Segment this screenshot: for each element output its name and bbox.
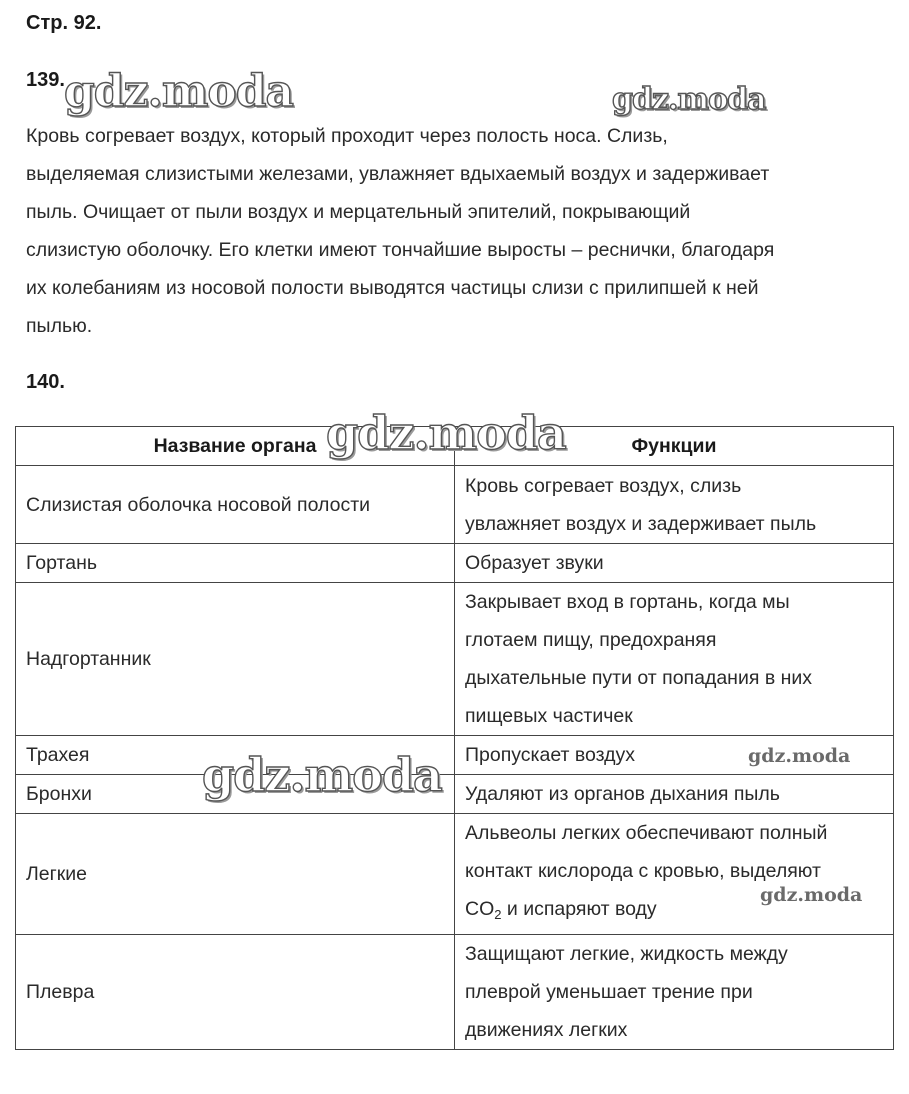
answer-line: пылью. xyxy=(26,315,93,337)
function-cell xyxy=(455,935,894,1050)
organs-table xyxy=(15,426,894,1050)
answer-line: Кровь согревает воздух, который проходит через полость носа. Слизь, xyxy=(26,125,668,147)
function-line: увлажняет воздух и задерживает пыль xyxy=(465,512,817,535)
co2-subscript: 2 xyxy=(494,907,502,922)
function-cell xyxy=(455,544,894,583)
task-number-140: 140. xyxy=(26,371,65,393)
co2-suffix: и испаряют воду xyxy=(501,898,657,920)
function-line: Защищают легкие, жидкость между xyxy=(465,943,788,965)
function-cell xyxy=(455,775,894,814)
function-cell xyxy=(455,583,894,736)
function-line: Закрывает вход в гортань, когда мы xyxy=(465,591,790,613)
organ-cell: Плевра xyxy=(16,935,455,1050)
function-line: плеврой уменьшает трение при xyxy=(465,981,753,1003)
function-line-co2 xyxy=(465,890,883,934)
watermark: gdz.moda xyxy=(326,406,566,460)
organ-cell: Бронхи xyxy=(16,775,455,814)
header-organ: Название органа xyxy=(16,427,455,466)
table-row xyxy=(16,466,894,544)
watermark: gdz.moda xyxy=(202,748,442,802)
task-number-139: 139. xyxy=(26,69,65,91)
answer-139-text xyxy=(26,117,886,345)
table-row xyxy=(16,736,894,775)
function-line: Пропускает воздух xyxy=(465,744,636,766)
function-line: пищевых частичек xyxy=(465,705,633,727)
organ-cell: Надгортанник xyxy=(16,583,455,736)
organ-cell: Гортань xyxy=(16,544,455,583)
function-line: Образует звуки xyxy=(465,552,604,574)
answer-line: их колебаниям из носовой полости выводятся частицы слизи с прилипшей к ней xyxy=(26,277,759,299)
function-line: Удаляют из органов дыхания пыль xyxy=(465,783,780,805)
function-cell xyxy=(455,814,894,935)
table-row xyxy=(16,583,894,736)
answer-line: выделяемая слизистыми железами, увлажняет вдыхаемый воздух и задерживает xyxy=(26,163,770,185)
table-header-row xyxy=(16,427,894,466)
header-functions: Функции xyxy=(455,427,894,466)
organ-cell: Трахея xyxy=(16,736,455,775)
watermark: gdz.moda xyxy=(64,66,294,117)
function-cell xyxy=(455,466,894,544)
table-row xyxy=(16,544,894,583)
page-label: Стр. 92. xyxy=(26,12,102,34)
answer-line: пыль. Очищает от пыли воздух и мерцательный эпителий, покрывающий xyxy=(26,201,691,223)
organ-cell: Слизистая оболочка носовой полости xyxy=(16,466,455,544)
table-row xyxy=(16,775,894,814)
watermark: gdz.moda xyxy=(748,745,851,767)
function-line: дыхательные пути от попадания в них xyxy=(465,667,813,689)
co2-formula: CO xyxy=(465,898,495,920)
function-cell xyxy=(455,736,894,775)
function-line: Кровь согревает воздух, слизь xyxy=(465,474,742,497)
function-line: контакт кислорода с кровью, выделяют xyxy=(465,860,821,882)
watermark: gdz.moda xyxy=(612,82,766,117)
table-row xyxy=(16,814,894,935)
table-row xyxy=(16,935,894,1050)
watermark: gdz.moda xyxy=(760,884,863,906)
function-line: Альвеолы легких обеспечивают полный xyxy=(465,822,828,844)
answer-line: слизистую оболочку. Его клетки имеют тончайшие выросты – реснички, благодаря xyxy=(26,239,775,261)
organ-cell: Легкие xyxy=(16,814,455,935)
function-line: глотаем пищу, предохраняя xyxy=(465,629,717,651)
function-line: движениях легких xyxy=(465,1019,628,1041)
